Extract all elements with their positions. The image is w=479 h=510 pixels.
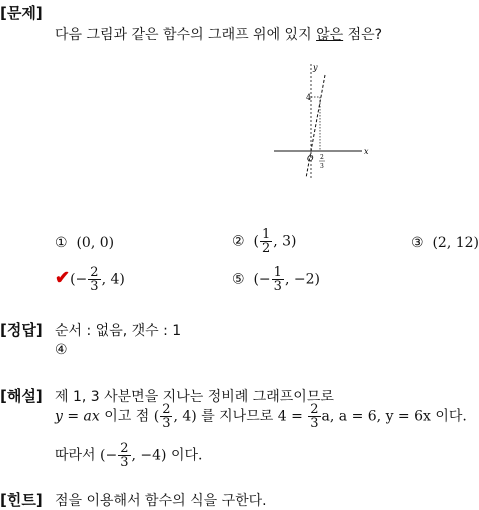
choice-4-den: 3 <box>90 279 99 294</box>
choice-2-prefix: ( <box>253 233 259 250</box>
problem-text-underlined: 않은 <box>316 27 344 43</box>
choice-5-den: 3 <box>273 279 282 294</box>
explanation-num-1: 2 <box>162 402 171 417</box>
x-tick-num: 2 <box>320 154 324 161</box>
choice-1-marker: ① <box>55 235 68 251</box>
choice-5[interactable] <box>232 266 320 293</box>
choice-5-marker: ⑤ <box>232 271 245 288</box>
choice-1-text: (0, 0) <box>76 235 115 251</box>
y-axis-label: y <box>313 63 318 72</box>
problem-text <box>55 24 382 44</box>
explanation-text-result: a, a = 6, y = 6x 이다. <box>321 408 467 425</box>
choice-4-prefix: (− <box>70 271 88 288</box>
y-tick-label: 4 <box>306 93 312 102</box>
choice-3-marker: ③ <box>411 235 424 251</box>
explanation-den-1: 3 <box>162 416 171 431</box>
explanation-text-point: 이고 점 ( <box>99 408 160 425</box>
problem-tag: [문제] <box>0 4 43 22</box>
choice-4-fraction <box>88 266 100 293</box>
explanation-eq-yax: y = ax <box>55 408 100 425</box>
explanation-line-3 <box>55 442 202 469</box>
explanation-text-through: , 4) 를 지나므로 4 = <box>173 408 308 425</box>
x-axis-label: x <box>364 147 369 156</box>
choice-4-suffix: , 4) <box>101 271 125 288</box>
origin-label: O <box>307 154 314 163</box>
explanation-line-1: 제 1, 3 사분면을 지나는 정비례 그래프이므로 <box>55 389 334 405</box>
answer-line-1: 순서 : 없음, 갯수 : 1 <box>55 323 182 339</box>
choice-2[interactable] <box>232 228 297 255</box>
explanation-line-2 <box>55 403 467 430</box>
x-tick-den: 3 <box>320 163 324 170</box>
explanation-num-3: 2 <box>120 441 129 456</box>
choice-1[interactable] <box>55 235 114 251</box>
choice-4-num: 2 <box>90 265 99 280</box>
explanation-fraction-3 <box>118 442 130 469</box>
function-graph <box>270 60 380 185</box>
choice-2-marker: ② <box>232 233 245 250</box>
choice-2-fraction <box>260 228 272 255</box>
explanation-den-3: 3 <box>120 455 129 470</box>
explanation-text-end: , −4) 이다. <box>131 447 203 464</box>
choice-3-text: (2, 12) <box>432 235 479 251</box>
problem-text-before: 다음 그림과 같은 함수의 그래프 위에 있지 <box>55 27 317 43</box>
check-mark-icon: ✔ <box>55 267 71 289</box>
explanation-fraction-1 <box>160 403 172 430</box>
explanation-tag: [해설] <box>0 387 43 405</box>
explanation-text-therefore: 따라서 (− <box>55 447 118 464</box>
choice-5-suffix: , −2) <box>284 271 320 288</box>
answer-tag: [정답] <box>0 321 43 339</box>
explanation-fraction-2 <box>308 403 320 430</box>
choice-2-den: 2 <box>261 241 271 256</box>
hint-tag: [힌트] <box>0 491 43 509</box>
choice-5-num: 1 <box>273 265 282 280</box>
answer-line-2: ④ <box>55 342 68 358</box>
explanation-den-2: 3 <box>310 416 319 431</box>
hint-text: 점을 이용해서 함수의 식을 구한다. <box>55 493 267 509</box>
choice-2-num: 1 <box>261 227 271 242</box>
choice-5-prefix: (− <box>253 271 271 288</box>
explanation-num-2: 2 <box>310 402 319 417</box>
choice-4[interactable] <box>55 266 125 293</box>
problem-text-after: 점은? <box>343 27 383 43</box>
choice-5-fraction <box>272 266 284 293</box>
choice-2-suffix: , 3) <box>273 233 297 250</box>
choice-3[interactable] <box>411 235 479 251</box>
